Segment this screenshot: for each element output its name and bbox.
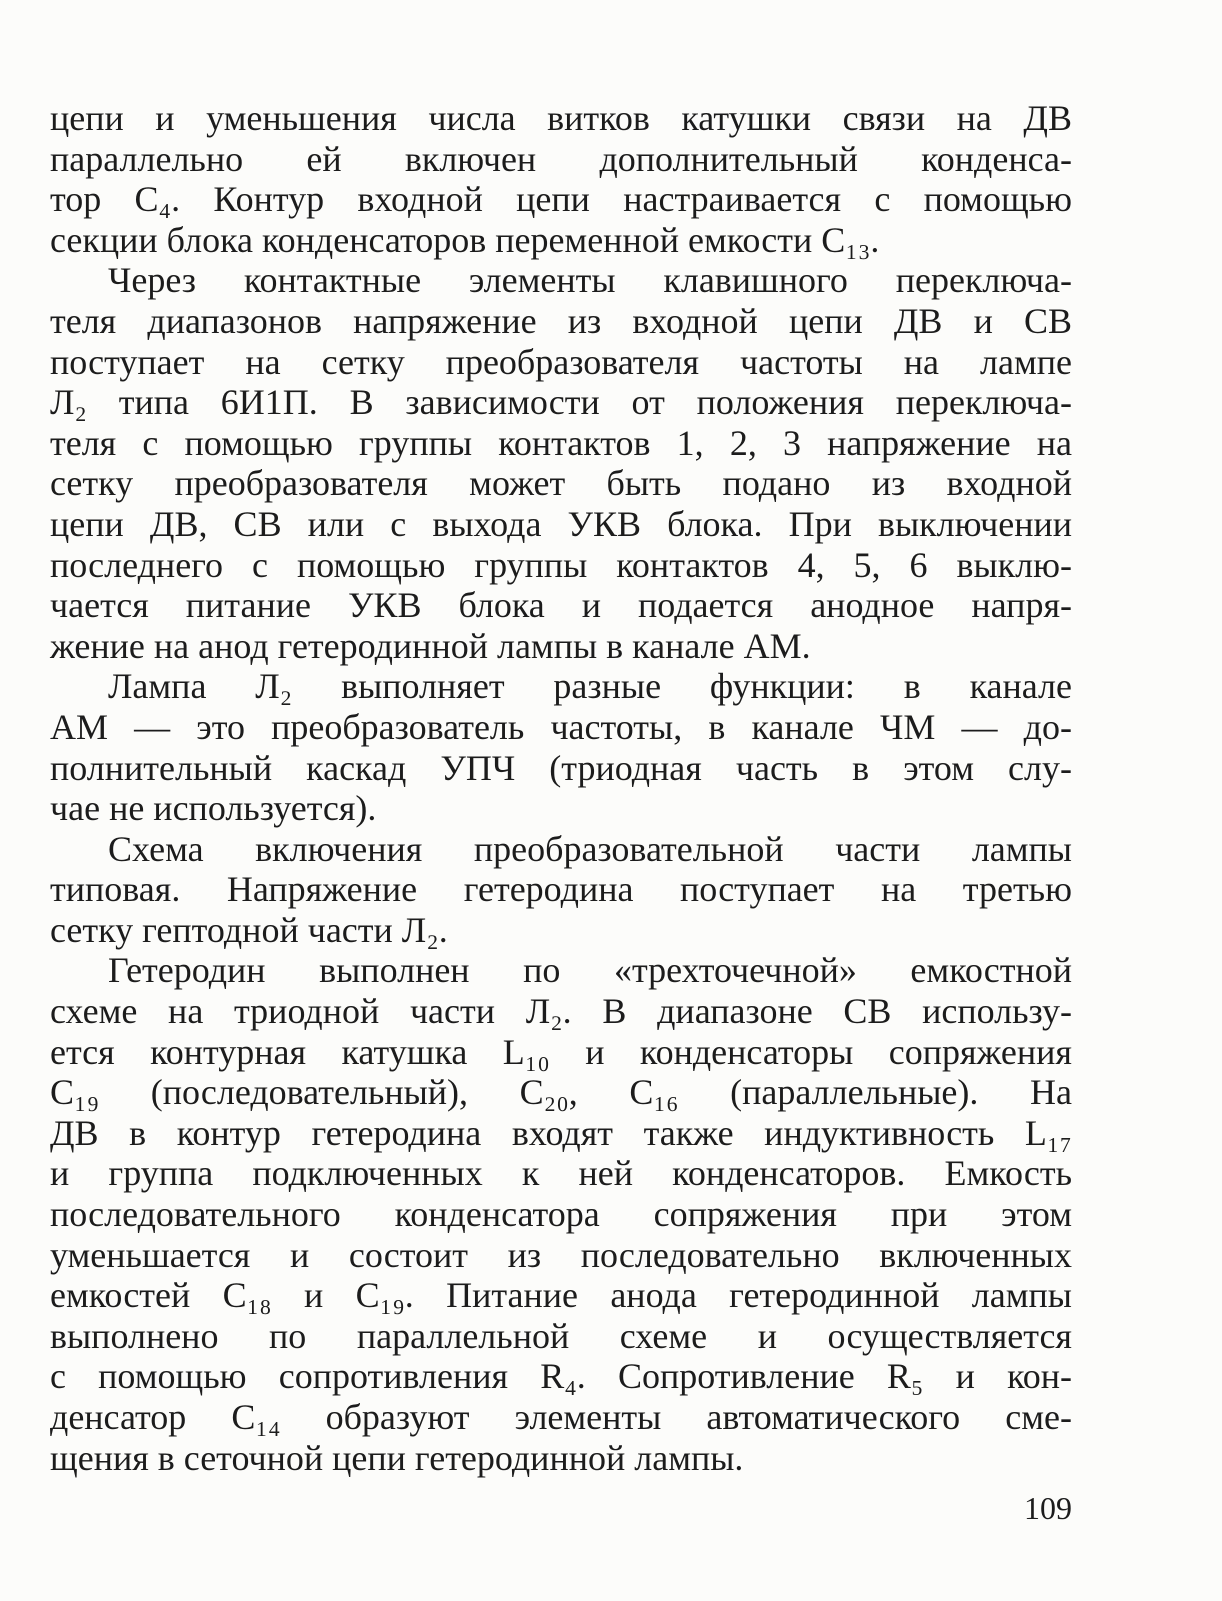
text-line: последовательного конденсатора сопряжения при этом bbox=[50, 1194, 1072, 1235]
text-line: секции блока конденсаторов переменной емкости C₁₃. bbox=[50, 219, 880, 260]
text-line: Гетеродин выполнен по «трехточечной» емкостной bbox=[108, 950, 1072, 991]
text-line: денсатор C₁₄ образуют элементы автоматического сме- bbox=[50, 1397, 1072, 1437]
text-line: поступает на сетку преобразователя частоты на лампе bbox=[50, 341, 1072, 382]
text-line: сетку гептодной части Л₂. bbox=[50, 909, 448, 950]
text-line: щения в сеточной цепи гетеродинной лампы. bbox=[50, 1437, 744, 1478]
text-line: параллельно ей включен дополнительный конденса- bbox=[50, 138, 1072, 179]
text-line: тор C₄. Контур входной цепи настраивается с помощью bbox=[50, 179, 1072, 220]
text-line: Через контактные элементы клавишного переключа- bbox=[108, 260, 1072, 301]
body-text bbox=[50, 98, 1072, 1478]
paragraph bbox=[50, 666, 1072, 828]
text-line: Схема включения преобразовательной части лампы bbox=[108, 828, 1072, 869]
text-line: чае не используется). bbox=[50, 788, 377, 829]
text-line: чается питание УКВ блока и подается анодное напря- bbox=[50, 585, 1072, 626]
paragraph bbox=[50, 98, 1072, 260]
text-line: Л₂ типа 6И1П. В зависимости от положения переключа- bbox=[50, 382, 1072, 423]
text-line: полнительный каскад УПЧ (триодная часть в этом слу- bbox=[50, 747, 1072, 788]
text-line: последнего с помощью группы контактов 4, 5, 6 выклю- bbox=[50, 544, 1072, 585]
text-line: теля диапазонов напряжение из входной цепи ДВ и СВ bbox=[50, 300, 1072, 341]
text-line: Лампа Л₂ выполняет разные функции: в канале bbox=[108, 666, 1072, 707]
text-line: выполнено по параллельной схеме и осуществляется bbox=[50, 1315, 1072, 1356]
text-line: C₁₉ (последовательный), C₂₀, C₁₆ (параллельные). На bbox=[50, 1072, 1072, 1113]
text-line: схеме на триодной части Л₂. В диапазоне СВ использу- bbox=[50, 991, 1072, 1032]
text-line: уменьшается и состоит из последовательно включенных bbox=[50, 1234, 1072, 1275]
text-line: сетку преобразователя может быть подано из входной bbox=[50, 463, 1072, 504]
text-line: типовая. Напряжение гетеродина поступает на третью bbox=[50, 869, 1072, 910]
paragraph bbox=[50, 260, 1072, 666]
paragraph bbox=[50, 950, 1072, 1478]
text-line: теля с помощью группы контактов 1, 2, 3 напряжение на bbox=[50, 422, 1072, 463]
text-line: цепи и уменьшения числа витков катушки связи на ДВ bbox=[50, 98, 1072, 138]
text-line: ется контурная катушка L₁₀ и конденсаторы сопряжения bbox=[50, 1031, 1072, 1072]
text-line: жение на анод гетеродинной лампы в канале АМ. bbox=[50, 625, 811, 666]
text-line: АМ — это преобразователь частоты, в канале ЧМ — до- bbox=[50, 706, 1072, 747]
text-line: емкостей C₁₈ и C₁₉. Питание анода гетеродинной лампы bbox=[50, 1275, 1072, 1316]
text-line: цепи ДВ, СВ или с выхода УКВ блока. При выключении bbox=[50, 503, 1072, 544]
text-line: ДВ в контур гетеродина входят также индуктивность L₁₇ bbox=[50, 1112, 1072, 1153]
page-number: 109 bbox=[1024, 1490, 1072, 1526]
text-line: и группа подключенных к ней конденсаторов. Емкость bbox=[50, 1153, 1072, 1194]
text-line: с помощью сопротивления R₄. Сопротивление R₅ и кон- bbox=[50, 1356, 1072, 1397]
paragraph bbox=[50, 829, 1072, 951]
